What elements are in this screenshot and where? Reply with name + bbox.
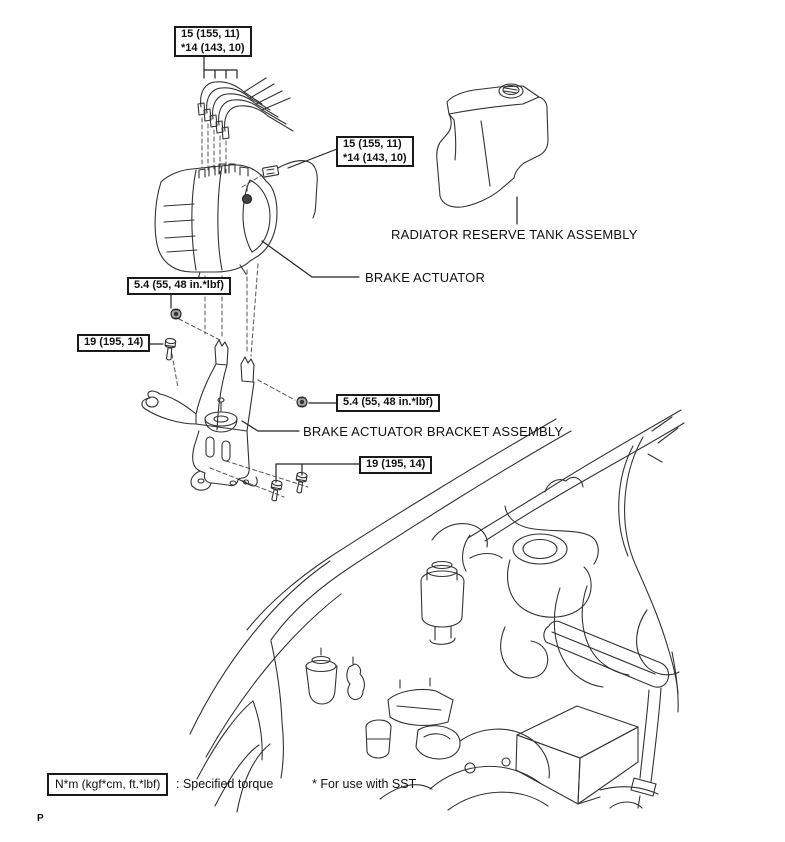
brake-actuator-drawing — [155, 164, 277, 280]
brake-tube-bundle — [198, 78, 293, 139]
torque-value-line: *14 (143, 10) — [181, 41, 245, 54]
torque-box-tube-union-right — [336, 136, 414, 167]
brake-tube-union-right — [262, 161, 317, 218]
label-brake-actuator-bracket: BRAKE ACTUATOR BRACKET ASSEMBLY — [303, 424, 564, 439]
legend-torque-meaning: : Specified torque — [176, 777, 274, 791]
leader-lines — [138, 56, 517, 482]
torque-box-bracket-lower-bolts — [359, 456, 432, 474]
torque-box-actuator-right-nut — [336, 394, 440, 412]
torque-box-tube-unions-top — [174, 26, 252, 57]
torque-value-line: 15 (155, 11) — [181, 28, 240, 40]
nut-glyph-right — [297, 397, 307, 407]
torque-value-line: 5.4 (55, 48 in.*lbf) — [134, 279, 224, 291]
torque-value-line: 15 (155, 11) — [343, 138, 402, 150]
brake-actuator-bracket-drawing — [142, 340, 257, 490]
radiator-reserve-tank-drawing — [437, 84, 548, 207]
bolt-glyph-lower-1 — [269, 480, 282, 502]
page-marker: P — [37, 813, 44, 824]
torque-value-line: *14 (143, 10) — [343, 151, 407, 164]
torque-value-line: 5.4 (55, 48 in.*lbf) — [343, 396, 433, 408]
engine-bay-drawing — [190, 410, 684, 812]
label-radiator-reserve-tank: RADIATOR RESERVE TANK ASSEMBLY — [391, 227, 638, 242]
label-brake-actuator: BRAKE ACTUATOR — [365, 270, 486, 285]
torque-box-bracket-upper-bolt — [77, 334, 150, 352]
bolt-glyph-upper — [164, 338, 176, 360]
nut-glyph-upper — [171, 309, 181, 319]
torque-box-actuator-upper-nut — [127, 277, 231, 295]
legend-torque-unit-box: N*m (kgf*cm, ft.*lbf) — [47, 773, 168, 796]
torque-value-line: 19 (195, 14) — [366, 458, 426, 470]
torque-value-line: 19 (195, 14) — [84, 336, 144, 348]
legend-sst-note: * For use with SST — [312, 777, 417, 791]
